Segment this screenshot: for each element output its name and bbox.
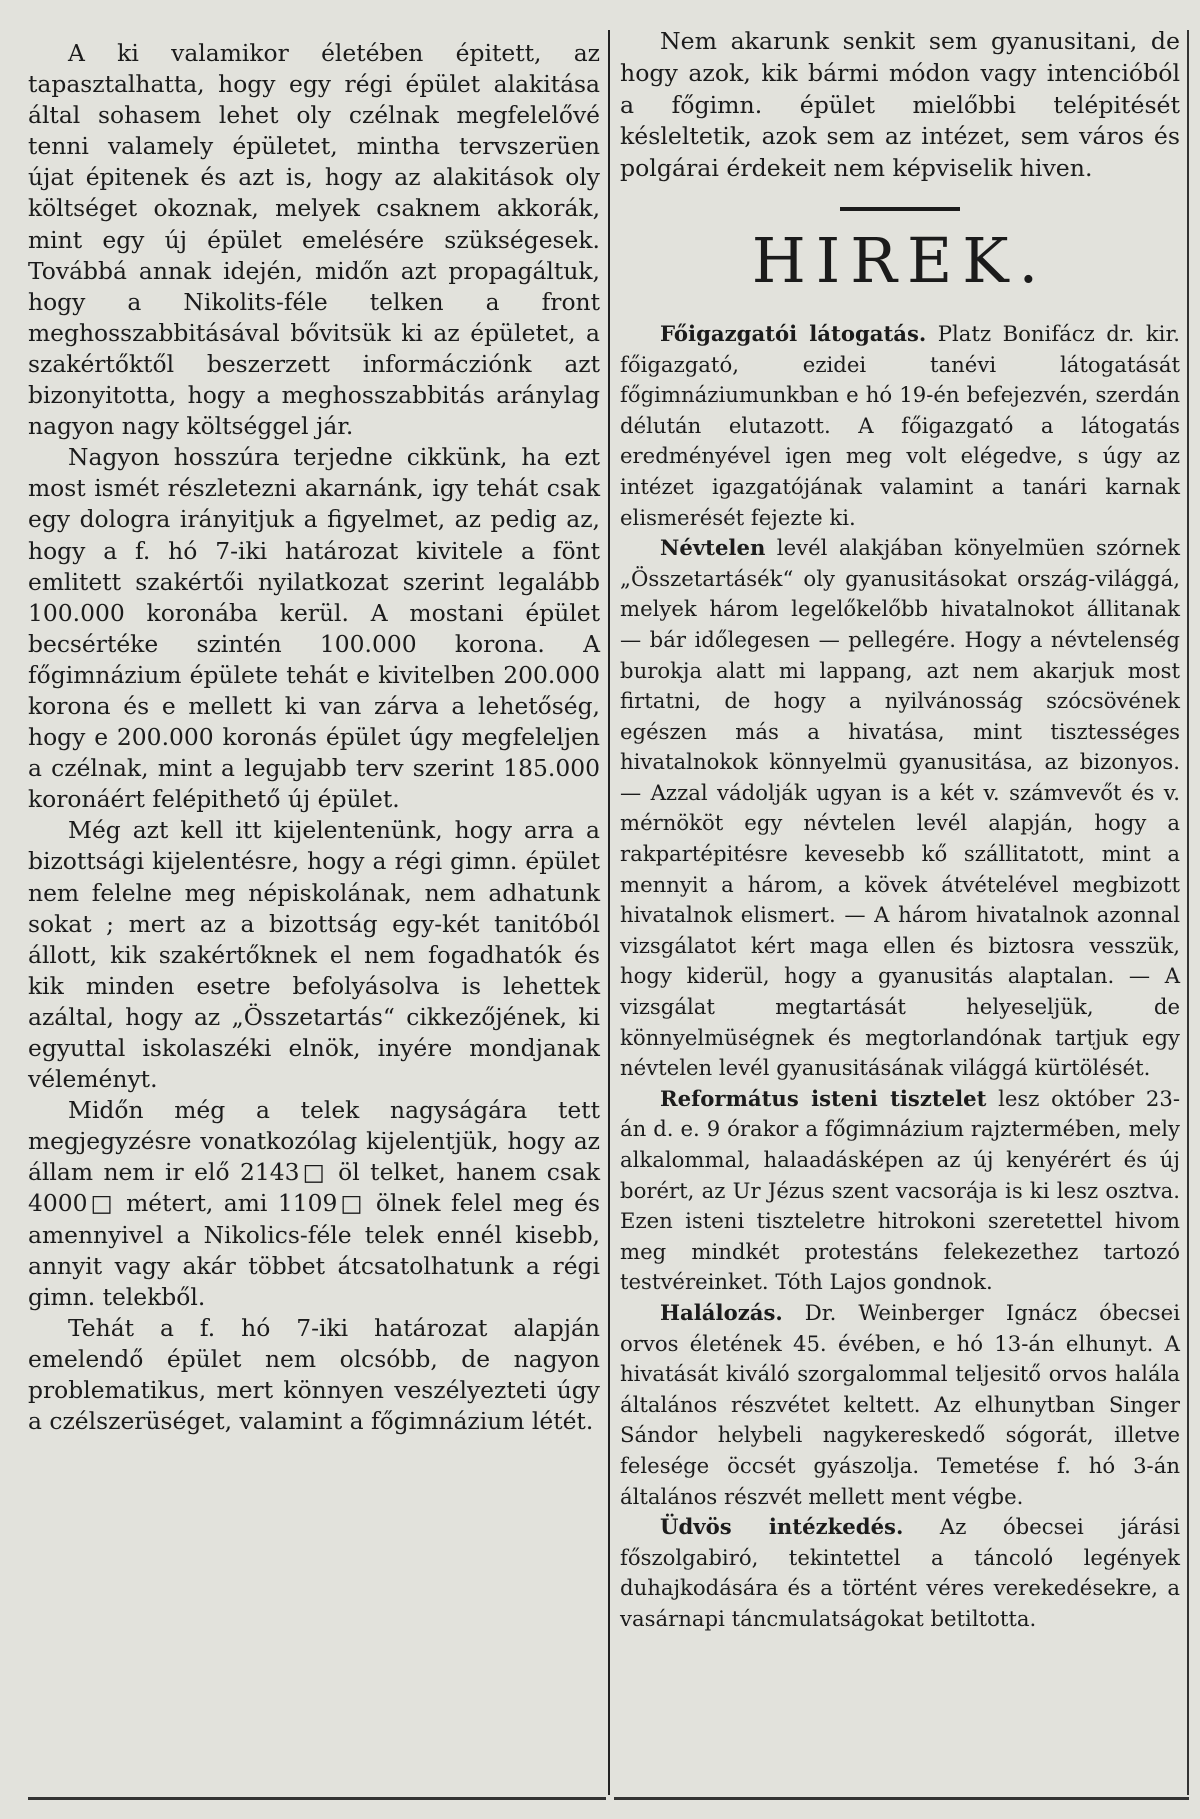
article-closing-paragraph: Nem akarunk senkit sem gyanusitani, de hogy azok, kik bármi módon vagy intencióból a főgimn. épület mielőbbi telépitését késleltetik, azok sem az intézet, sem város és polgárai érdekeit nem képviselik hiven. (620, 27, 1180, 183)
bottom-rule-left (28, 1797, 606, 1800)
news-item-title: Névtelen (660, 535, 766, 561)
news-item-title: Református isteni tisztelet (660, 1085, 987, 1111)
news-item-body: lesz október 23-án d. e. 9 órakor a főgimnázium rajztermében, mely alkalommal, halaadásképen az új kenyérért és új borért, az Ur Jézus szent vacsorája is ki lesz osztva. Ezen isteni tiszteletre hitrokoni szeretettel hivom meg mindkét protestáns felekezethez tartozó testvéreinket. Tóth Lajos gondnok. (620, 1085, 1180, 1295)
article-paragraph-2: Nagyon hosszúra terjedne cikkünk, ha ezt most ismét részletezni akarnánk, igy tehát csak egy dologra irányitjuk a figyelmet, az pedig az, hogy a f. hó 7-iki határozat kivitele a fönt emlitett szakértői nyilatkozat szerint legalább 100.000 koronába kerül. A mostani épület becsértéke szintén 100.000 korona. A főgimnázium épülete tehát e kivitelben 200.000 korona és e mellett ki van zárva a lehetőség, hogy e 200.000 koronás épület úgy megfeleljen a czélnak, mint a legujabb terv szerint 185.000 koronáért felépithető új épület. (28, 443, 600, 814)
left-column (28, 38, 600, 1437)
news-item-title: Halálozás. (660, 1299, 783, 1325)
right-column (620, 26, 1180, 1635)
news-item-body: Az óbecsei járási főszolgabiró, tekintettel a táncoló legények duhajkodására és a történt véres verekedésekre, a vasárnapi táncmulatságokat betiltotta. (620, 1514, 1180, 1631)
news-item-title: Üdvös intézkedés. (660, 1514, 904, 1540)
section-rule (840, 207, 960, 211)
article-paragraph-3: Még azt kell itt kijelentenünk, hogy arra a bizottsági kijelentésre, hogy a régi gimn. épület nem felelne meg népiskolának, nem adhatunk sokat ; mert az a bizottság egy-két tanitóból állott, kik szakértőknek el nem fogadhatók és kik minden esetre befolyásolva is lehettek azáltal, hogy az „Összetartás“ cikkezőjének, ki egyuttal iskolaszéki elnök, inyére mondjanak véleményt. (28, 816, 600, 1094)
section-title: HIREK. (751, 223, 1049, 297)
news-item-body: Dr. Weinberger Ignácz óbecsei orvos életének 45. évében, e hó 13-án elhunyt. A hivatását kiváló szorgalommal teljesitő orvos halála általános részvétet keltett. Az elhunytban Singer Sándor helybeli nagykereskedő sógorát, illetve felesége öccsét gyászolja. Temetése f. hó 3-án általános részvét mellett ment végbe. (620, 1299, 1180, 1509)
news-item-title: Főigazgatói látogatás. (660, 320, 927, 346)
news-item-body: Platz Bonifácz dr. kir. főigazgató, ezidei tanévi látogatását főgimnáziumunkban e hó 19-én befejezvén, szerdán délután elutazott. A főigazgató a látogatás eredményével igen meg volt elégedve, s úgy az intézet igazgatójának valamint a tanári karnak elismerését fejezte ki. (620, 320, 1180, 530)
news-item-3 (620, 1084, 1180, 1298)
article-paragraph-1: A ki valamikor életében épitett, az tapasztalhatta, hogy egy régi épület alakitása által sohasem lehet oly czélnak megfelelővé tenni valamely épületet, mintha tervszerüen újat épitenek és azt is, hogy az alakitások oly költséget okoznak, melyek csaknem akkorák, mint egy új épület emelésére szükségesek. Továbbá annak idején, midőn azt propagáltuk, hogy a Nikolits-féle telken a front meghosszabbitásával bővitsük ki az épületet, a szakértőktől beszerzett informácziónk azt bizonyitotta, hogy a meghosszabbitás aránylag nagyon nagy költséggel jár. (28, 39, 600, 441)
bottom-rule-right (614, 1797, 1189, 1800)
news-item-5 (620, 1512, 1180, 1634)
page-edge-rule (1187, 30, 1189, 1795)
news-item-2 (620, 533, 1180, 1084)
column-divider (608, 30, 610, 1795)
news-item-1 (620, 319, 1180, 533)
news-item-body: levél alakjában könyelmüen szórnek „Összetartásék“ oly gyanusitásokat ország-világgá, melyek három legelőkelőbb hivatalnokot állitanak — bár időlegesen — pellegére. Hogy a névtelenség burokja alatt mi lappang, azt nem akarjuk most firtatni, de hogy a nyilvánosság szócsövének egészen más a hivatása, mint tisztességes hivatalnokok könnyelmü gyanusitása, az bizonyos. — Azzal vádolják ugyan is a két v. számvevőt és v. mérnököt egy névtelen levél alapján, hogy a rakpartépitésre kevesebb kő szállitatott, mint a mennyit a három, a kövek átvételével megbizott hivatalnok elismert. — A három hivatalnok azonnal vizsgálatot kért maga ellen és biztosra vesszük, hogy kiderül, hogy a gyanusitás alaptalan. — A vizsgálat megtartását helyeseljük, de könnyelmüségnek és megtorlandónak tartjuk egy névtelen levél gyanusitásának világgá kürtölését. (620, 535, 1180, 1081)
news-item-4 (620, 1298, 1180, 1512)
article-paragraph-4: Midőn még a telek nagyságára tett megjegyzésre vonatkozólag kijelentjük, hogy az állam nem ir elő 2143□ öl telket, hanem csak 4000□ métert, ami 1109□ ölnek felel meg és amennyivel a Nikolics-féle telek ennél kisebb, annyit vagy akár többet átcsatolhatunk a régi gimn. telekből. (28, 1096, 600, 1311)
article-paragraph-5: Tehát a f. hó 7-iki határozat alapján emelendő épület nem olcsóbb, de nagyon problematikus, mert könnyen veszélyezteti úgy a czélszerüséget, valamint a főgimnázium létét. (28, 1313, 600, 1436)
